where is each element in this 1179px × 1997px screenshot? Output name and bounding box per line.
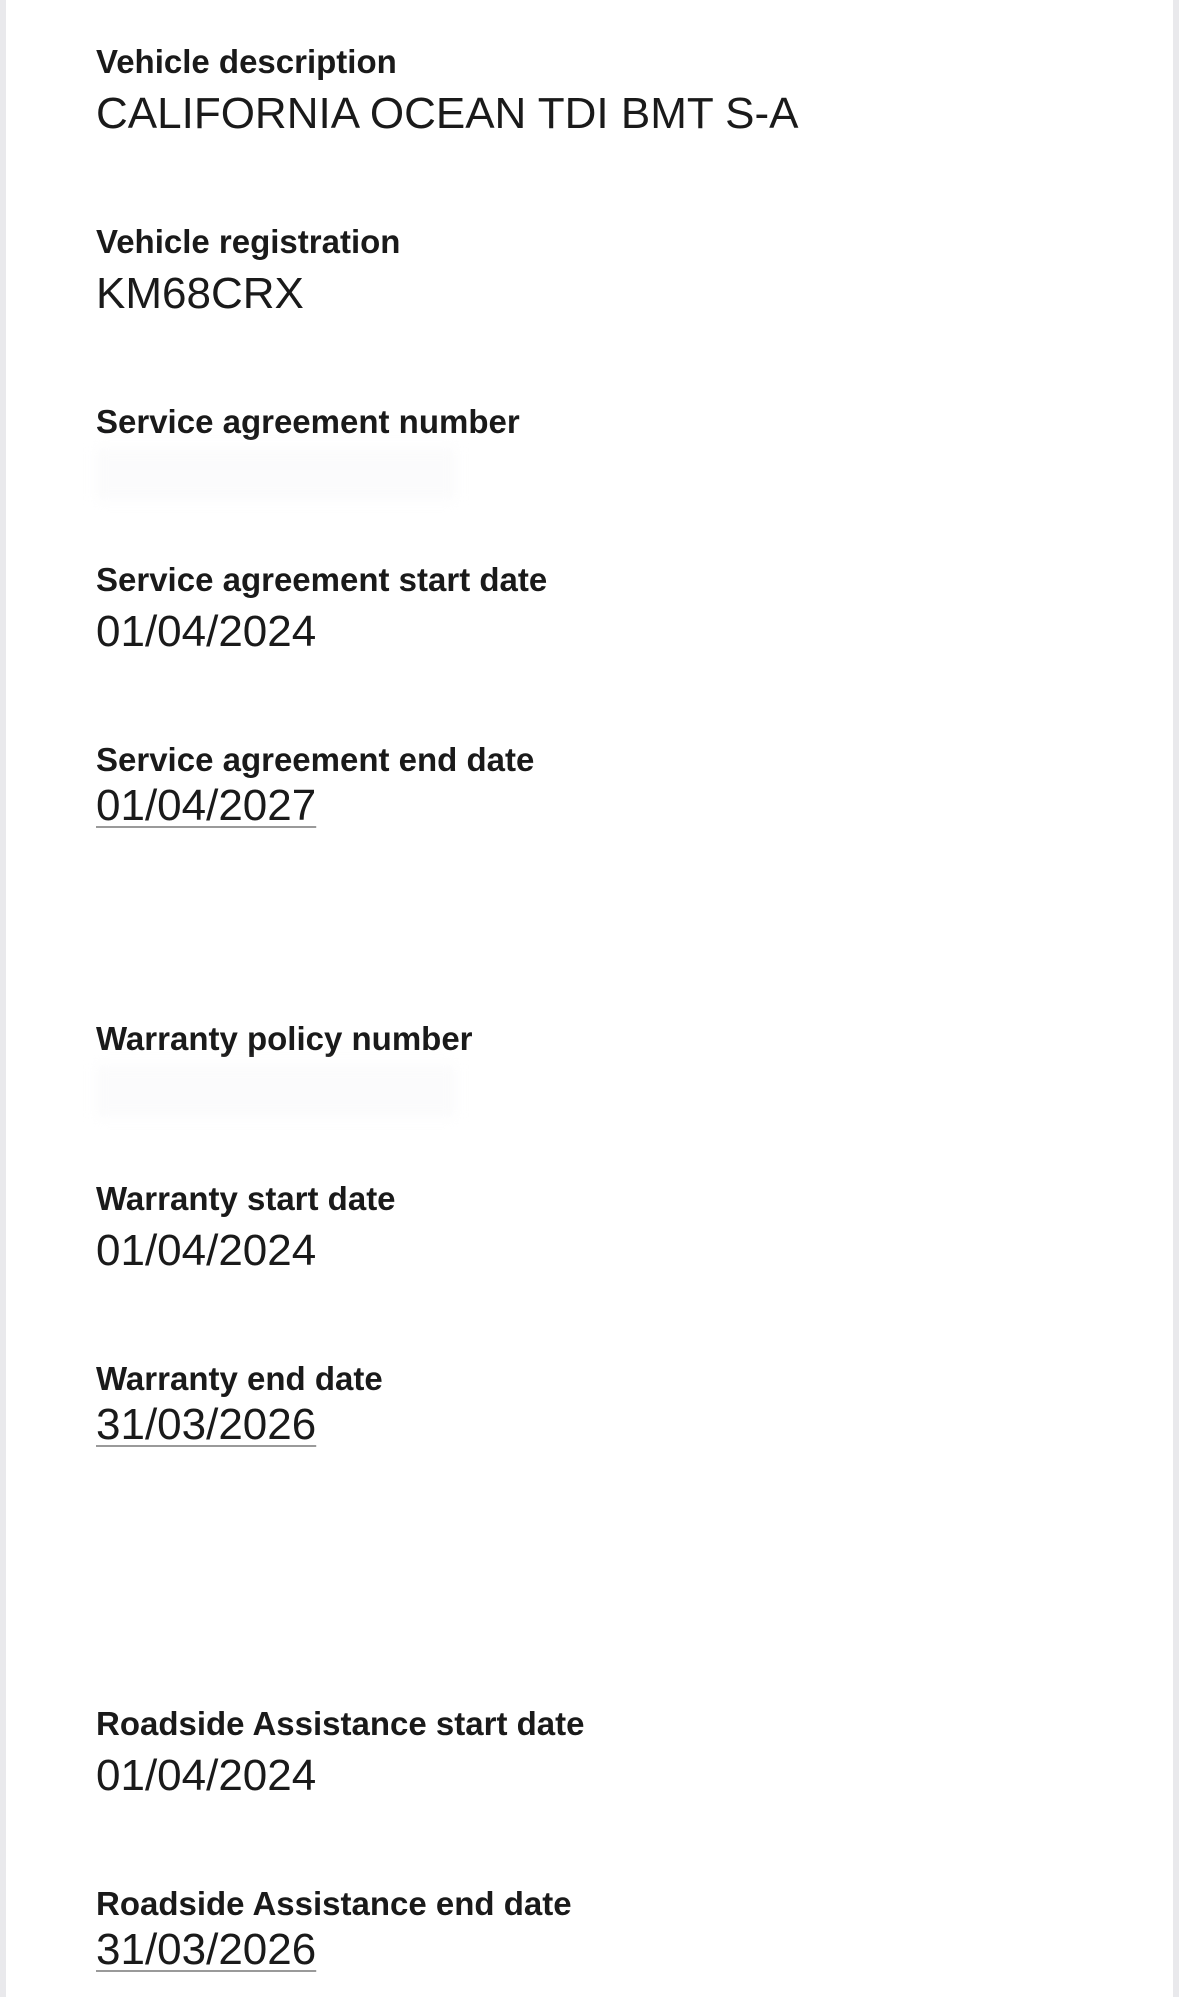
service-agreement-end-date-field: [96, 740, 1096, 832]
warranty-policy-number-label: Warranty policy number: [96, 1020, 473, 1057]
warranty-policy-number-field: [96, 1019, 1096, 1117]
vehicle-registration-value: KM68CRX: [96, 269, 304, 318]
roadside-assistance-start-date-value: 01/04/2024: [96, 1751, 317, 1800]
warranty-start-date-value: 01/04/2024: [96, 1226, 317, 1275]
warranty-policy-number-redacted: [96, 1065, 456, 1117]
vehicle-registration-label: Vehicle registration: [96, 223, 401, 260]
service-agreement-start-date-label: Service agreement start date: [96, 561, 548, 598]
service-agreement-number-label: Service agreement number: [96, 403, 520, 440]
roadside-assistance-end-date-label: Roadside Assistance end date: [96, 1885, 572, 1922]
service-agreement-number-field: [96, 402, 1096, 500]
service-agreement-number-redacted: [96, 448, 456, 500]
service-agreement-end-date-label: Service agreement end date: [96, 741, 535, 778]
service-agreement-start-date-value: 01/04/2024: [96, 607, 317, 656]
vehicle-description-label: Vehicle description: [96, 43, 397, 80]
vehicle-description-field: [96, 42, 1096, 140]
warranty-start-date-label: Warranty start date: [96, 1180, 396, 1217]
vehicle-registration-field: [96, 222, 1096, 320]
warranty-start-date-field: [96, 1179, 1096, 1277]
service-agreement-end-date-link[interactable]: 01/04/2027: [96, 781, 317, 830]
roadside-assistance-end-date-field: [96, 1884, 1096, 1976]
warranty-end-date-link[interactable]: 31/03/2026: [96, 1400, 317, 1449]
roadside-assistance-start-date-field: [96, 1704, 1096, 1802]
left-edge: [0, 0, 6, 1997]
roadside-assistance-end-date-link[interactable]: 31/03/2026: [96, 1925, 317, 1974]
warranty-end-date-label: Warranty end date: [96, 1360, 383, 1397]
right-edge: [1173, 0, 1179, 1997]
vehicle-description-value: CALIFORNIA OCEAN TDI BMT S-A: [96, 89, 799, 138]
service-agreement-start-date-field: [96, 560, 1096, 658]
roadside-assistance-start-date-label: Roadside Assistance start date: [96, 1705, 585, 1742]
warranty-end-date-field: [96, 1359, 1096, 1451]
